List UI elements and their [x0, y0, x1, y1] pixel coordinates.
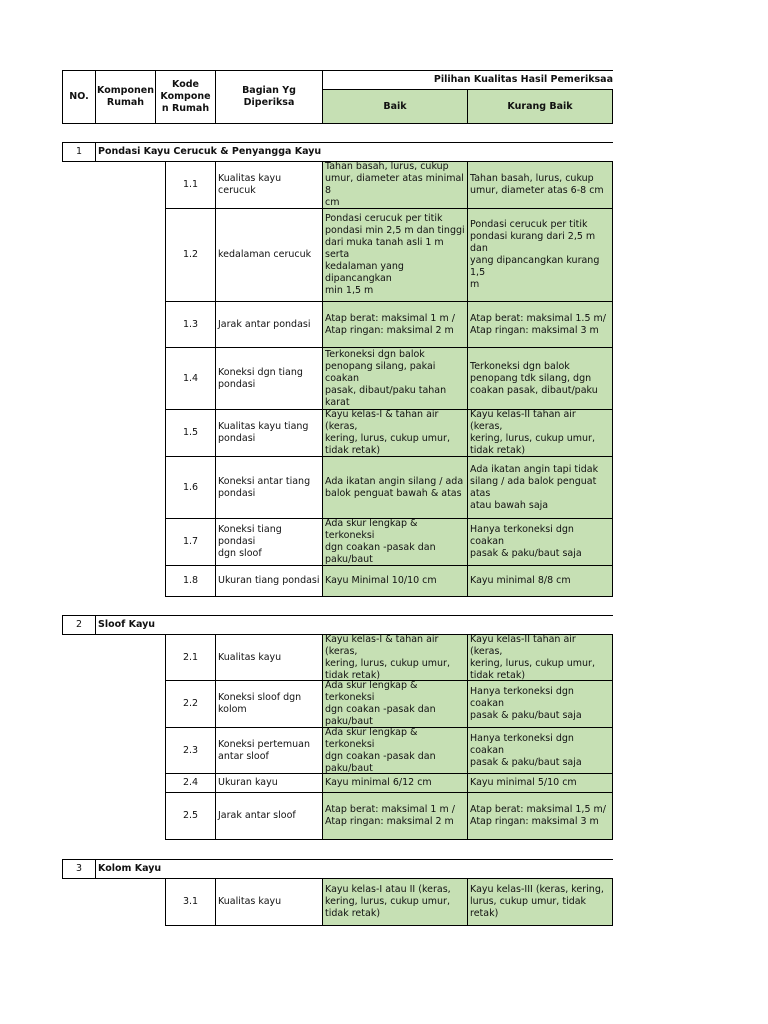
row-code-text: 2.1: [182, 651, 199, 663]
row-kurang-baik: [467, 518, 613, 566]
row-kurang-baik-text: Pondasi cerucuk per titik pondasi kurang dari 2,5 m dan yang dipancangkan kurang 1,5 m: [470, 219, 600, 290]
row-baik: [322, 680, 468, 728]
row-kurang-baik-text: Atap berat: maksimal 1.5 m/ Atap ringan: maksimal 3 m: [470, 312, 606, 336]
row-kurang-baik-text: Hanya terkoneksi dgn coakan pasak & paku/baut saja: [470, 686, 582, 721]
row-code-text: 1.2: [182, 249, 199, 260]
row-baik-text: Kayu Minimal 10/10 cm: [325, 575, 437, 586]
row-code-text: 2.2: [182, 698, 199, 709]
row-baik-text: Kayu kelas-I & tahan air (keras, kering, lurus, cukup umur, tidak retak): [325, 409, 450, 456]
row-kurang-baik-text: Kayu kelas-II tahan air (keras, kering, lurus, cukup umur, tidak retak): [470, 409, 595, 456]
row-bagian: [215, 878, 323, 926]
row-baik-text: Ada skur lengkap & terkoneksi dgn coakan -pasak dan paku/baut: [325, 680, 436, 727]
header-no: [62, 70, 96, 124]
section-title: [95, 859, 613, 879]
row-bagian: [215, 727, 323, 774]
row-code-text: 1.1: [182, 179, 199, 190]
row-code: [165, 565, 216, 597]
row-bagian-text: Jarak antar sloof: [218, 810, 296, 821]
row-kurang-baik-text: Hanya terkoneksi dgn coakan pasak & paku/baut saja: [470, 524, 582, 559]
row-kurang-baik: [467, 409, 613, 457]
row-kurang-baik-text: Tahan basah, lurus, cukup umur, diameter atas 6-8 cm: [470, 173, 604, 196]
row-bagian-text: Kualitas kayu tiang pondasi: [218, 421, 309, 444]
header-pilihan-text: Pilihan Kualitas Hasil Pemeriksaa: [433, 74, 613, 85]
row-baik: [322, 773, 468, 793]
row-baik: [322, 347, 468, 410]
header-bagian: [215, 70, 323, 124]
row-baik: [322, 409, 468, 457]
section-title-text: Pondasi Kayu Cerucuk & Penyangga Kayu: [98, 146, 322, 157]
row-kurang-baik-text: Ada ikatan angin tapi tidak silang / ada balok penguat atas atau bawah saja: [470, 463, 599, 511]
row-baik-text: Kayu kelas-I atau II (keras, kering, lurus, cukup umur, tidak retak): [325, 884, 451, 919]
header-komponen-text: Komponen Rumah: [97, 85, 154, 108]
section-number-text: 1: [75, 146, 83, 157]
header-pilihan: [322, 70, 613, 90]
row-bagian: [215, 347, 323, 410]
row-bagian-text: Jarak antar pondasi: [218, 318, 311, 330]
row-bagian: [215, 208, 323, 302]
row-bagian-text: Koneksi pertemuan antar sloof: [218, 738, 311, 762]
row-baik-text: Pondasi cerucuk per titik pondasi min 2,5 m dan tinggi dari muka tanah asli 1 m serta kedalaman yang dipancangkan min 1,5 m: [325, 213, 465, 296]
row-baik-text: Terkoneksi dgn balok penopang silang, pakai coakan pasak, dibaut/paku tahan karat: [325, 348, 447, 408]
row-baik-text: Tahan basah, lurus, cukup umur, diameter atas minimal 8 cm: [325, 161, 464, 208]
row-code: [165, 409, 216, 457]
row-baik-text: Kayu minimal 6/12 cm: [325, 777, 432, 788]
row-baik: [322, 634, 468, 681]
row-bagian: [215, 634, 323, 681]
row-kurang-baik: [467, 161, 613, 209]
row-bagian: [215, 792, 323, 840]
row-kurang-baik-text: Kayu kelas-II tahan air (keras, kering, lurus, cukup umur, tidak retak): [470, 634, 595, 681]
row-kurang-baik: [467, 565, 613, 597]
row-code-text: 1.7: [182, 536, 199, 547]
row-kurang-baik: [467, 347, 613, 410]
row-code: [165, 208, 216, 302]
row-code-text: 1.5: [182, 427, 199, 438]
row-bagian: [215, 680, 323, 728]
row-code: [165, 773, 216, 793]
row-code: [165, 456, 216, 519]
row-bagian-text: Ukuran kayu: [218, 777, 278, 788]
row-kurang-baik: [467, 680, 613, 728]
row-baik: [322, 161, 468, 209]
row-bagian-text: Koneksi sloof dgn kolom: [218, 692, 302, 715]
row-bagian-text: Koneksi dgn tiang pondasi: [218, 366, 303, 390]
row-kurang-baik: [467, 208, 613, 302]
row-code-text: 2.3: [182, 744, 199, 756]
row-baik: [322, 456, 468, 519]
row-code: [165, 301, 216, 348]
row-baik: [322, 301, 468, 348]
section-title-text: Sloof Kayu: [98, 619, 156, 630]
row-kurang-baik: [467, 773, 613, 793]
section-number-text: 2: [75, 619, 83, 630]
row-code-text: 1.3: [182, 318, 199, 330]
header-kurang-baik: [467, 89, 613, 124]
row-bagian: [215, 565, 323, 597]
header-kode: [155, 70, 216, 124]
header-kode-text: Kode Kompone n Rumah: [160, 79, 211, 114]
header-komponen: [95, 70, 156, 124]
row-bagian: [215, 161, 323, 209]
row-kurang-baik: [467, 301, 613, 348]
row-kurang-baik: [467, 727, 613, 774]
row-code: [165, 878, 216, 926]
row-code: [165, 518, 216, 566]
row-code-text: 1.8: [182, 575, 199, 586]
row-bagian-text: Koneksi tiang pondasi dgn sloof: [218, 524, 282, 559]
row-code: [165, 347, 216, 410]
row-bagian-text: Kualitas kayu: [218, 651, 282, 663]
row-kurang-baik-text: Atap berat: maksimal 1,5 m/ Atap ringan: maksimal 3 m: [470, 804, 606, 827]
section-number: [62, 615, 96, 635]
row-code-text: 3.1: [182, 896, 199, 907]
row-baik: [322, 518, 468, 566]
row-baik-text: Ada skur lengkap & terkoneksi dgn coakan -pasak dan paku/baut: [325, 518, 436, 565]
row-kurang-baik: [467, 634, 613, 681]
row-kurang-baik: [467, 792, 613, 840]
header-no-text: NO.: [69, 91, 89, 102]
row-code: [165, 727, 216, 774]
row-code: [165, 161, 216, 209]
row-bagian: [215, 773, 323, 793]
section-number: [62, 859, 96, 879]
header-kurang-baik-text: Kurang Baik: [507, 100, 573, 112]
row-kurang-baik-text: Kayu minimal 5/10 cm: [470, 777, 577, 788]
section-title: [95, 615, 613, 635]
row-code-text: 2.4: [182, 777, 199, 788]
row-bagian-text: Koneksi antar tiang pondasi: [218, 475, 311, 499]
row-bagian-text: kedalaman cerucuk: [218, 249, 312, 260]
row-kurang-baik-text: Hanya terkoneksi dgn coakan pasak & paku/baut saja: [470, 732, 582, 768]
section-title-text: Kolom Kayu: [98, 863, 162, 874]
row-kurang-baik: [467, 456, 613, 519]
row-baik: [322, 565, 468, 597]
row-code-text: 1.4: [182, 372, 199, 384]
row-code: [165, 680, 216, 728]
section-title: [95, 142, 613, 162]
row-baik-text: Ada ikatan angin silang / ada balok penguat bawah & atas: [325, 475, 464, 499]
header-bagian-text: Bagian Yg Diperiksa: [242, 85, 296, 108]
row-code-text: 2.5: [182, 810, 199, 821]
row-kurang-baik-text: Terkoneksi dgn balok penopang tdk silang, dgn coakan pasak, dibaut/paku: [470, 360, 598, 396]
section-number-text: 3: [75, 863, 83, 874]
row-kurang-baik-text: Kayu kelas-III (keras, kering, lurus, cukup umur, tidak retak): [470, 884, 604, 919]
row-baik: [322, 878, 468, 926]
header-baik-text: Baik: [383, 100, 407, 112]
row-baik-text: Kayu kelas-I & tahan air (keras, kering, lurus, cukup umur, tidak retak): [325, 634, 450, 681]
row-baik: [322, 792, 468, 840]
row-kurang-baik-text: Kayu minimal 8/8 cm: [470, 575, 571, 586]
section-number: [62, 142, 96, 162]
row-bagian-text: Kualitas kayu: [218, 896, 282, 907]
row-bagian: [215, 518, 323, 566]
row-baik-text: Ada skur lengkap & terkoneksi dgn coakan -pasak dan paku/baut: [325, 727, 436, 774]
row-code: [165, 634, 216, 681]
row-bagian: [215, 301, 323, 348]
row-baik: [322, 727, 468, 774]
row-baik-text: Atap berat: maksimal 1 m / Atap ringan: maksimal 2 m: [325, 804, 455, 827]
row-bagian: [215, 456, 323, 519]
row-code-text: 1.6: [182, 481, 199, 493]
row-baik-text: Atap berat: maksimal 1 m / Atap ringan: maksimal 2 m: [325, 312, 455, 336]
row-bagian-text: Kualitas kayu cerucuk: [218, 173, 282, 196]
row-bagian: [215, 409, 323, 457]
row-code: [165, 792, 216, 840]
row-baik: [322, 208, 468, 302]
header-baik: [322, 89, 468, 124]
row-bagian-text: Ukuran tiang pondasi: [218, 575, 320, 586]
row-kurang-baik: [467, 878, 613, 926]
